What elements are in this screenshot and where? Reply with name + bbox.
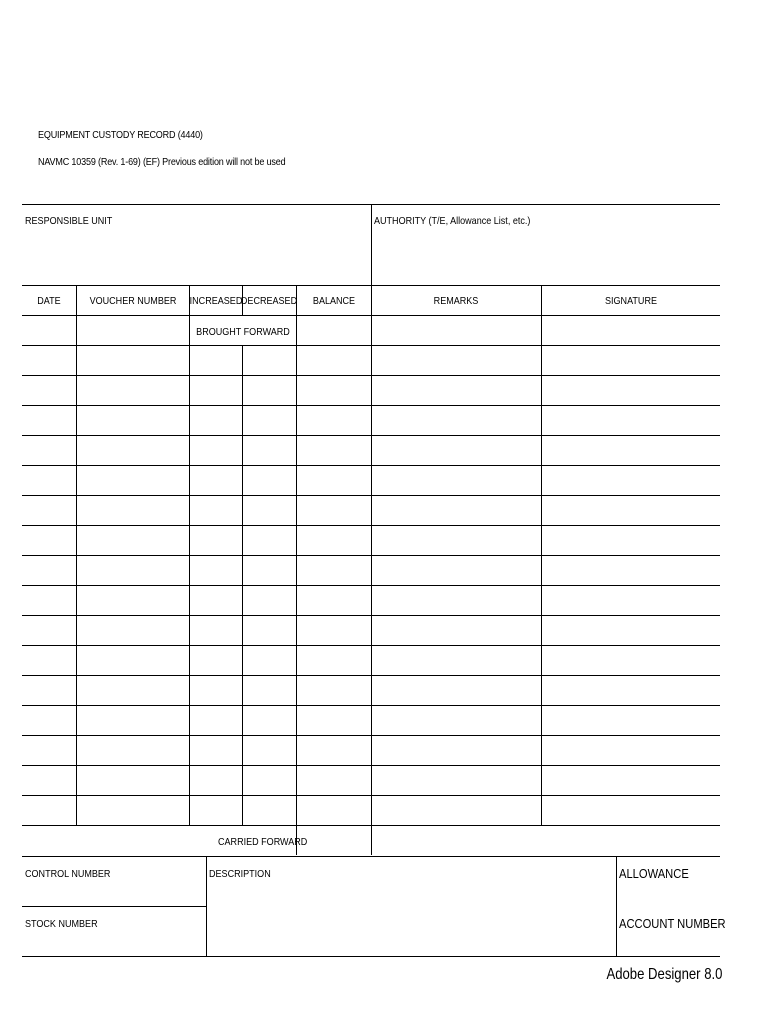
table-cell-date[interactable] [23, 466, 76, 495]
table-cell-remarks[interactable] [372, 526, 541, 555]
table-cell-balance[interactable] [297, 436, 371, 465]
table-cell-increased[interactable] [190, 496, 242, 525]
table-cell-increased[interactable] [190, 376, 242, 405]
description-label: DESCRIPTION [209, 868, 271, 880]
table-cell-increased[interactable] [190, 526, 242, 555]
brought-forward-cell[interactable] [542, 316, 720, 345]
table-cell-increased[interactable] [190, 346, 242, 375]
column-header-signature: SIGNATURE [604, 295, 657, 307]
table-cell-increased[interactable] [190, 796, 242, 825]
description-field[interactable] [208, 882, 615, 955]
table-cell-voucher-number[interactable] [77, 766, 189, 795]
brought-forward-divider [189, 315, 190, 345]
table-cell-balance[interactable] [297, 796, 371, 825]
table-cell-signature[interactable] [542, 436, 720, 465]
table-cell-increased[interactable] [190, 466, 242, 495]
table-cell-date[interactable] [23, 766, 76, 795]
table-cell-increased[interactable] [190, 766, 242, 795]
account-number-label: ACCOUNT NUMBER [619, 916, 726, 931]
brought-forward-cell[interactable] [77, 316, 189, 345]
table-cell-decreased[interactable] [243, 436, 296, 465]
table-cell-decreased[interactable] [243, 616, 296, 645]
table-cell-date[interactable] [23, 526, 76, 555]
allowance-field[interactable] [618, 882, 719, 905]
authority-field[interactable] [373, 232, 719, 283]
table-cell-signature[interactable] [542, 526, 720, 555]
table-cell-decreased[interactable] [243, 496, 296, 525]
table-cell-balance[interactable] [297, 466, 371, 495]
table-cell-remarks[interactable] [372, 766, 541, 795]
carried-forward-label: CARRIED FORWARD [218, 836, 308, 848]
column-header-voucher-number: VOUCHER NUMBER [89, 295, 176, 307]
table-cell-balance[interactable] [297, 736, 371, 765]
table-cell-decreased[interactable] [243, 466, 296, 495]
table-cell-balance[interactable] [297, 376, 371, 405]
account-number-field[interactable] [618, 932, 719, 955]
table-cell-signature[interactable] [542, 676, 720, 705]
table-cell-remarks[interactable] [372, 706, 541, 735]
column-header-remarks: REMARKS [433, 295, 479, 307]
table-cell-decreased[interactable] [243, 556, 296, 585]
table-cell-balance[interactable] [297, 526, 371, 555]
table-cell-remarks[interactable] [372, 346, 541, 375]
table-cell-remarks[interactable] [372, 676, 541, 705]
table-cell-signature[interactable] [542, 736, 720, 765]
table-cell-date[interactable] [23, 346, 76, 375]
column-header-increased: INCREASED [189, 295, 242, 307]
column-header-date: DATE [37, 295, 61, 307]
brought-forward-cell[interactable] [372, 316, 541, 345]
table-cell-balance[interactable] [297, 766, 371, 795]
table-cell-signature[interactable] [542, 646, 720, 675]
table-cell-date[interactable] [23, 676, 76, 705]
stock-number-field[interactable] [23, 932, 205, 955]
table-cell-decreased[interactable] [243, 766, 296, 795]
form-identifier: NAVMC 10359 (Rev. 1-69) (EF) Previous edition will not be used [38, 156, 286, 168]
table-cell-remarks[interactable] [372, 646, 541, 675]
table-cell-voucher-number[interactable] [77, 706, 189, 735]
form-title: EQUIPMENT CUSTODY RECORD (4440) [38, 129, 203, 141]
stock-number-label: STOCK NUMBER [25, 918, 98, 930]
table-cell-date[interactable] [23, 736, 76, 765]
table-cell-increased[interactable] [190, 646, 242, 675]
table-cell-remarks[interactable] [372, 616, 541, 645]
table-cell-increased[interactable] [190, 616, 242, 645]
table-cell-decreased[interactable] [243, 796, 296, 825]
table-cell-date[interactable] [23, 646, 76, 675]
carried-forward-balance-field[interactable] [297, 826, 370, 855]
column-header-decreased: DECREASED [240, 295, 298, 307]
table-cell-date[interactable] [23, 406, 76, 435]
table-cell-signature[interactable] [542, 616, 720, 645]
table-cell-increased[interactable] [190, 706, 242, 735]
table-cell-increased[interactable] [190, 586, 242, 615]
table-cell-decreased[interactable] [243, 406, 296, 435]
table-cell-increased[interactable] [190, 436, 242, 465]
table-cell-decreased[interactable] [243, 526, 296, 555]
description-right-divider [616, 856, 617, 957]
table-cell-balance[interactable] [297, 586, 371, 615]
table-cell-voucher-number[interactable] [77, 556, 189, 585]
table-cell-decreased[interactable] [243, 736, 296, 765]
table-cell-date[interactable] [23, 706, 76, 735]
table-cell-date[interactable] [23, 586, 76, 615]
table-cell-signature[interactable] [542, 556, 720, 585]
table-cell-increased[interactable] [190, 556, 242, 585]
table-header-divider [541, 285, 542, 315]
table-cell-remarks[interactable] [372, 796, 541, 825]
table-cell-remarks[interactable] [372, 586, 541, 615]
table-cell-signature[interactable] [542, 376, 720, 405]
table-cell-voucher-number[interactable] [77, 376, 189, 405]
table-cell-decreased[interactable] [243, 676, 296, 705]
table-cell-voucher-number[interactable] [77, 406, 189, 435]
table-header-divider [371, 285, 372, 315]
table-cell-decreased[interactable] [243, 586, 296, 615]
table-cell-date[interactable] [23, 496, 76, 525]
table-cell-increased[interactable] [190, 736, 242, 765]
table-cell-voucher-number[interactable] [77, 346, 189, 375]
table-cell-date[interactable] [23, 436, 76, 465]
table-cell-date[interactable] [23, 796, 76, 825]
table-cell-decreased[interactable] [243, 346, 296, 375]
table-cell-balance[interactable] [297, 676, 371, 705]
table-cell-remarks[interactable] [372, 436, 541, 465]
table-cell-voucher-number[interactable] [77, 526, 189, 555]
brought-forward-cell[interactable] [23, 316, 76, 345]
carried-forward-divider [371, 825, 372, 855]
table-cell-voucher-number[interactable] [77, 436, 189, 465]
table-cell-increased[interactable] [190, 676, 242, 705]
control-number-field[interactable] [23, 882, 205, 905]
table-cell-signature[interactable] [542, 586, 720, 615]
table-cell-balance[interactable] [297, 646, 371, 675]
table-cell-balance[interactable] [297, 616, 371, 645]
table-cell-voucher-number[interactable] [77, 586, 189, 615]
table-cell-voucher-number[interactable] [77, 796, 189, 825]
table-cell-remarks[interactable] [372, 496, 541, 525]
table-cell-date[interactable] [23, 376, 76, 405]
table-cell-voucher-number[interactable] [77, 646, 189, 675]
responsible-unit-field[interactable] [23, 228, 370, 283]
bottom-border [22, 956, 720, 957]
table-cell-voucher-number[interactable] [77, 736, 189, 765]
top-divider [371, 204, 372, 285]
table-cell-signature[interactable] [542, 406, 720, 435]
table-cell-voucher-number[interactable] [77, 616, 189, 645]
table-cell-signature[interactable] [542, 496, 720, 525]
table-cell-date[interactable] [23, 556, 76, 585]
table-cell-remarks[interactable] [372, 556, 541, 585]
table-cell-remarks[interactable] [372, 466, 541, 495]
responsible-unit-label: RESPONSIBLE UNIT [25, 215, 113, 227]
table-cell-voucher-number[interactable] [77, 466, 189, 495]
table-cell-signature[interactable] [542, 796, 720, 825]
table-cell-balance[interactable] [297, 406, 371, 435]
brought-forward-cell[interactable] [297, 316, 371, 345]
description-left-divider [206, 856, 207, 957]
table-header-divider [76, 285, 77, 315]
table-cell-signature[interactable] [542, 706, 720, 735]
allowance-label: ALLOWANCE [619, 866, 689, 881]
table-cell-balance[interactable] [297, 706, 371, 735]
table-cell-balance[interactable] [297, 346, 371, 375]
table-cell-remarks[interactable] [372, 376, 541, 405]
table-cell-signature[interactable] [542, 346, 720, 375]
authority-label: AUTHORITY (T/E, Allowance List, etc.) [374, 215, 531, 227]
table-cell-decreased[interactable] [243, 376, 296, 405]
table-cell-voucher-number[interactable] [77, 496, 189, 525]
brought-forward-label: BROUGHT FORWARD [195, 326, 290, 338]
control-number-label: CONTROL NUMBER [25, 868, 111, 880]
table-cell-signature[interactable] [542, 466, 720, 495]
control-stock-divider [22, 906, 206, 907]
table-cell-decreased[interactable] [243, 646, 296, 675]
table-cell-balance[interactable] [297, 496, 371, 525]
table-cell-increased[interactable] [190, 406, 242, 435]
table-cell-remarks[interactable] [372, 736, 541, 765]
table-cell-balance[interactable] [297, 556, 371, 585]
table-cell-date[interactable] [23, 616, 76, 645]
table-cell-remarks[interactable] [372, 406, 541, 435]
table-cell-signature[interactable] [542, 766, 720, 795]
column-header-balance: BALANCE [312, 295, 355, 307]
table-cell-decreased[interactable] [243, 706, 296, 735]
table-cell-voucher-number[interactable] [77, 676, 189, 705]
producer-label: Adobe Designer 8.0 [606, 966, 722, 983]
